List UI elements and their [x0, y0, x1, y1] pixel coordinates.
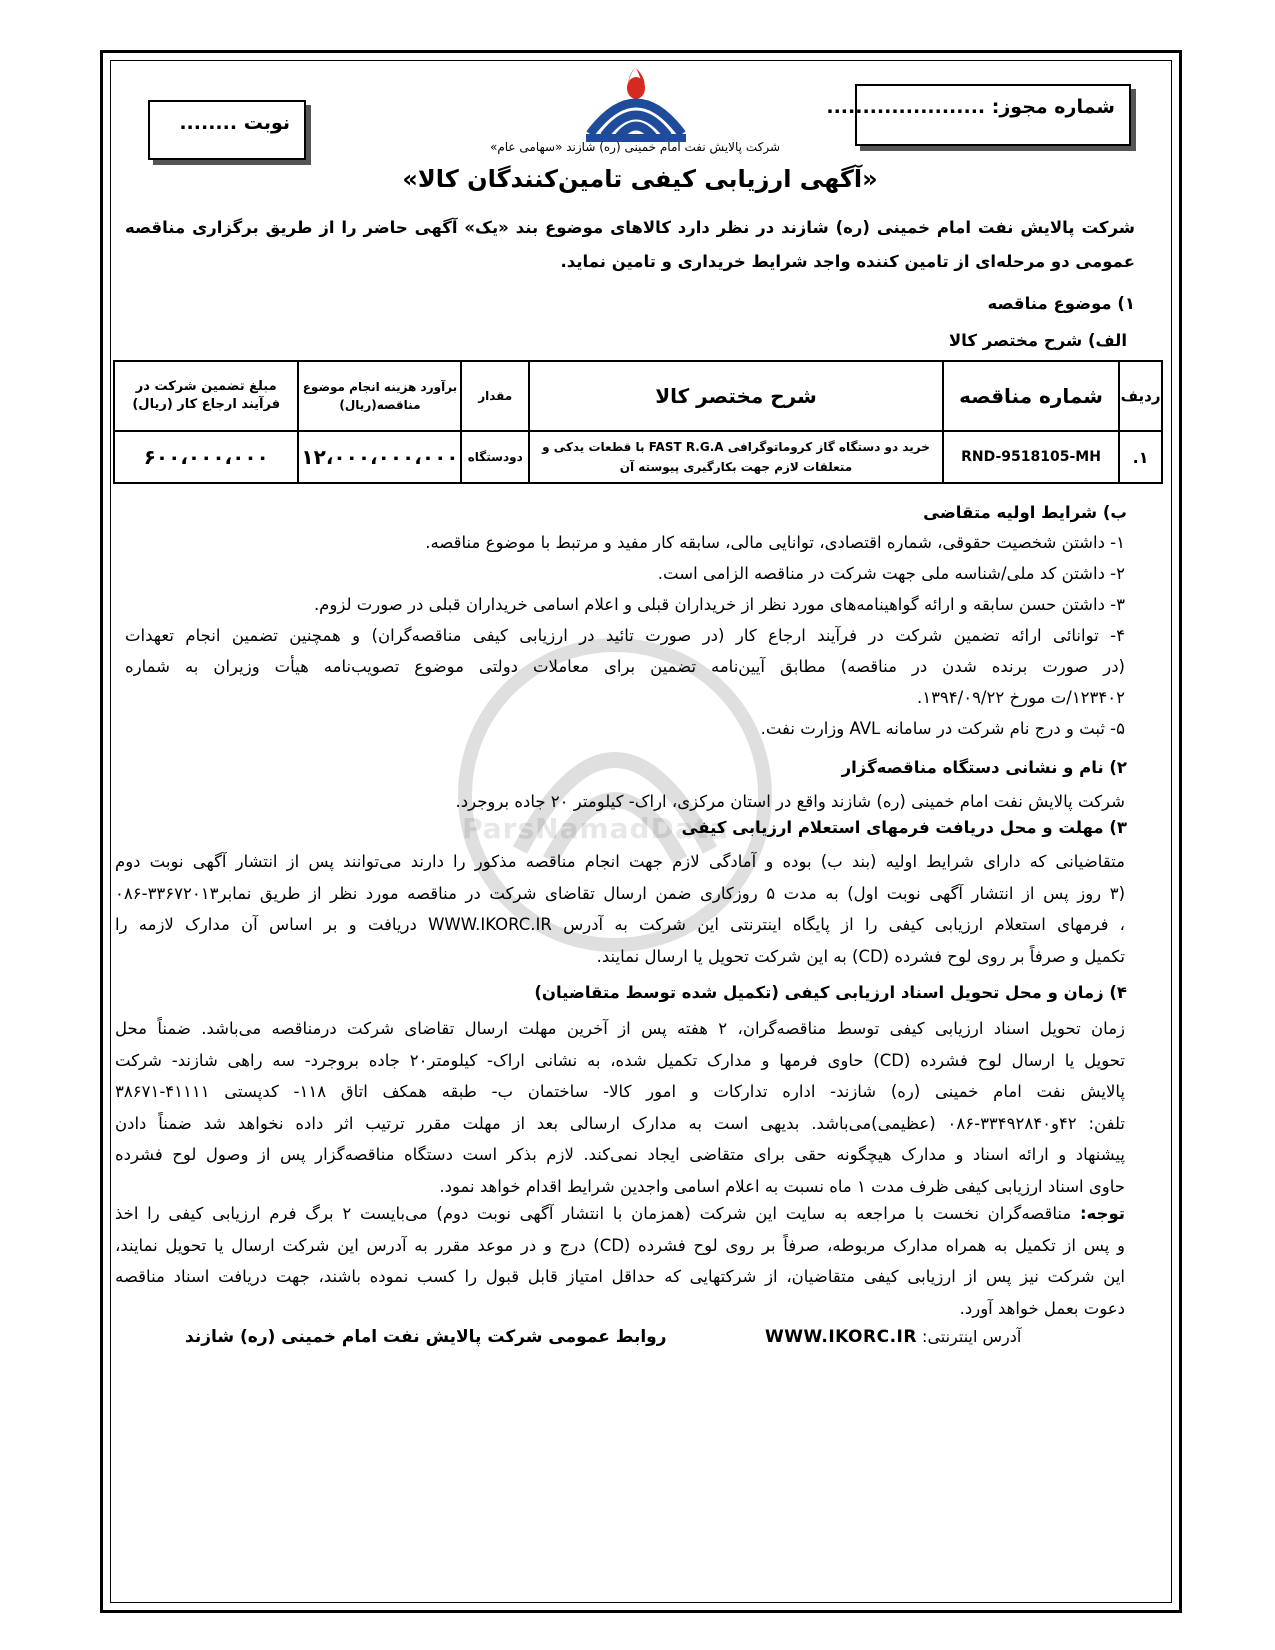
list-item: ۳- داشتن حسن سابقه و ارائه گواهینامه‌های مورد نظر از خریداران قبلی و اعلام اسامی خریداران قبلی در صورت لزوم. [313, 595, 1125, 614]
conditions-list [125, 527, 1125, 744]
header-tender-number: شماره مناقصه [943, 361, 1119, 431]
section-1-heading: ۱) موضوع مناقصه [987, 294, 1135, 313]
list-item: ۱۲۳۴۰۲/ت مورخ ۱۳۹۴/۰۹/۲۲. [916, 688, 1125, 707]
turn-box: نوبت ........ [148, 100, 306, 160]
section-4-heading: ۴) زمان و محل تحویل اسناد ارزیابی کیفی (تکمیل شده توسط متقاضیان) [534, 983, 1127, 1002]
cell-estimate: ۱۲،۰۰۰،۰۰۰،۰۰۰ [298, 431, 461, 483]
cell-row-number: ۱. [1119, 431, 1162, 483]
section-3-line: متقاضیانی که دارای شرایط اولیه (بند ب) بوده و آمادگی لازم جهت انجام مناقصه مذکور را دارند می‌توانند پس از انتشار آگهی نوبت دوم [115, 852, 1125, 871]
section-2-line: شرکت پالایش نفت امام خمینی (ره) شازند واقع در استان مرکزی، اراک- کیلومتر ۲۰ جاده بروجرد. [455, 792, 1125, 811]
cell-guarantee: ۶۰۰،۰۰۰،۰۰۰ [114, 431, 298, 483]
section-4-line: پیشنهاد و ارائه اسناد و مدارک هیچگونه حقی برای متقاضی ایجاد نمی‌کند. لازم بذکر است دستگاه مناقصه‌گزار پس از وصول لوح فشرده [115, 1145, 1125, 1164]
cell-description-line-2: متعلقات لازم جهت بکارگیری پیوسته آن [619, 460, 853, 474]
cell-description-line-1: خرید دو دستگاه گاز کروماتوگرافی FAST R.G.A با قطعات یدکی و [542, 440, 930, 454]
note-line: و پس از تکمیل به همراه مدارک مربوطه، صرفاً بر روی لوح فشرده (CD) درج و در موعد مقرر به آدرس این شرکت ارسال یا تحویل نمایند، [115, 1235, 1125, 1255]
cell-quantity: دودستگاه [461, 431, 529, 483]
section-3-line: تکمیل و صرفاً بر روی لوح فشرده (CD) به این شرکت تحویل یا ارسال نمایند. [596, 946, 1125, 966]
list-item: ۲- داشتن کد ملی/شناسه ملی جهت شرکت در مناقصه الزامی است. [657, 564, 1125, 583]
section-b-heading: ب) شرایط اولیه متقاضی [923, 503, 1127, 522]
section-4-line: تحویل یا ارسال لوح فشرده (CD) حاوی فرمها و مدارک تکمیل شده، به نشانی اراک- کیلومتر۲۰ جاده بروجرد- سه راهی شازند- شرکت [115, 1050, 1125, 1070]
section-4-line: حاوی اسناد ارزیابی کیفی ظرف مدت ۱ ماه نسبت به اعلام اسامی واجدین شرایط اقدام خواهد نمود. [439, 1176, 1125, 1196]
company-subtitle: شرکت پالایش نفت امام خمینی (ره) شازند «سهامی عام» [490, 140, 780, 154]
refinery-logo-icon [582, 62, 690, 148]
note-line: دعوت بعمل خواهد آورد. [959, 1298, 1125, 1318]
permit-number-box: شماره مجوز: ...................... [855, 84, 1131, 146]
section-4-text [115, 1013, 1125, 1202]
footer-address [765, 1327, 1021, 1347]
header-estimate: برآورد هزینه انجام موضوع مناقصه(ریال) [298, 361, 461, 431]
section-4-line: تلفن: ۴۲و۳۳۴۹۲۸۴۰-۰۸۶ (عظیمی)می‌باشد. بدیهی است به مدارک ارسالی بعد از مهلت مقرر ترتیب اثر داده نخواهد شد ضمناً دادن [115, 1113, 1126, 1133]
section-3-heading: ۳) مهلت و محل دریافت فرمهای استعلام ارزیابی کیفی [681, 818, 1127, 837]
footer-website-link[interactable]: WWW.IKORC.IR [765, 1327, 917, 1347]
list-item: ۵- ثبت و درج نام شرکت در سامانه AVL وزارت نفت. [760, 719, 1125, 738]
note-block [115, 1198, 1125, 1324]
footer-address-label: آدرس اینترنتی: [922, 1327, 1022, 1346]
section-3-line: (۳ روز پس از انتشار آگهی نوبت اول) به مدت ۵ روزکاری ضمن ارسال تقاضای شرکت در مناقصه مورد نظر از طریق نمابر۳۳۶۷۲۰۱۳-۰۸۶ [115, 883, 1126, 903]
header-row-number: ردیف [1119, 361, 1162, 431]
watermark-text: ParsNamadData [462, 812, 729, 845]
note-text: مناقصه‌گران نخست با مراجعه به سایت این شرکت (همزمان با انتشار آگهی نوبت دوم) می‌بایست ۲ برگ فرم ارزیابی کیفی را اخذ [115, 1204, 1072, 1223]
list-item: (در صورت برنده شدن در مناقصه) مطابق آیین‌نامه تضمین برای معاملات دولتی موضوع تصویب‌نامه هیأت وزیران به شماره [125, 657, 1125, 676]
section-3-text [115, 846, 1125, 972]
section-2-text [135, 786, 1125, 818]
page-title: «آگهی ارزیابی کیفی تامین‌کنندگان کالا» [402, 165, 878, 193]
list-item: ۱- داشتن شخصیت حقوقی، شماره اقتصادی، توانایی مالی، سابقه کار مفید و مرتبط با موضوع مناقصه. [425, 533, 1125, 552]
table-row [114, 431, 1162, 483]
cell-tender-number: RND-9518105-MH [943, 431, 1119, 483]
header-description: شرح مختصر کالا [529, 361, 943, 431]
table-header-row [114, 361, 1162, 431]
cell-description [529, 431, 943, 483]
section-4-line: پالایش نفت امام خمینی (ره) شازند- اداره تدارکات و امور کالا- ساختمان ب- طبقه همکف اتاق ۱۱۸- کدپستی ۴۱۱۱۱-۳۸۶۷۱ [115, 1082, 1125, 1101]
section-3-line: ، فرمهای استعلام ارزیابی کیفی را از پایگاه اینترنتی این شرکت به آدرس WWW.IKORC.IR دریافت و بر اساس آن مدارک لازمه را [115, 915, 1125, 934]
note-line [115, 1198, 1125, 1230]
header-guarantee: مبلغ تضمین شرکت در فرآیند ارجاع کار (ریال) [114, 361, 298, 431]
items-table [113, 360, 1163, 484]
list-item: ۴- توانائی ارائه تضمین شرکت در فرآیند ارجاع کار (در صورت تائید در ارزیابی کیفی مناقصه‌گران) و همچنین تضمین انجام تعهدات [125, 626, 1125, 645]
section-2-heading: ۲) نام و نشانی دستگاه مناقصه‌گزار [841, 758, 1127, 777]
header-quantity: مقدار [461, 361, 529, 431]
intro-paragraph: شرکت پالایش نفت امام خمینی (ره) شازند در نظر دارد کالاهای موضوع بند «یک» آگهی حاضر را از طریق برگزاری مناقصه عمومی دو مرحله‌ای از تامین کننده واجد شرایط خریداری و تامین نماید. [125, 218, 1135, 271]
section-a-heading: الف) شرح مختصر کالا [948, 331, 1127, 350]
section-4-line: زمان تحویل اسناد ارزیابی کیفی توسط مناقصه‌گران، ۲ هفته پس از آخرین مهلت ارسال تقاضای شرکت درمناقصه می‌باشد. ضمناً محل [115, 1019, 1126, 1038]
note-line: این شرکت نیز پس از ارزیابی کیفی متقاضیان، از شرکتهایی که حداقل امتیاز قابل قبول را کسب نموده باشند، جهت دریافت اسناد مناقصه [115, 1267, 1125, 1286]
note-label: توجه: [1079, 1204, 1125, 1223]
footer-public-relations: روابط عمومی شرکت پالایش نفت امام خمینی (ره) شازند [185, 1327, 667, 1347]
